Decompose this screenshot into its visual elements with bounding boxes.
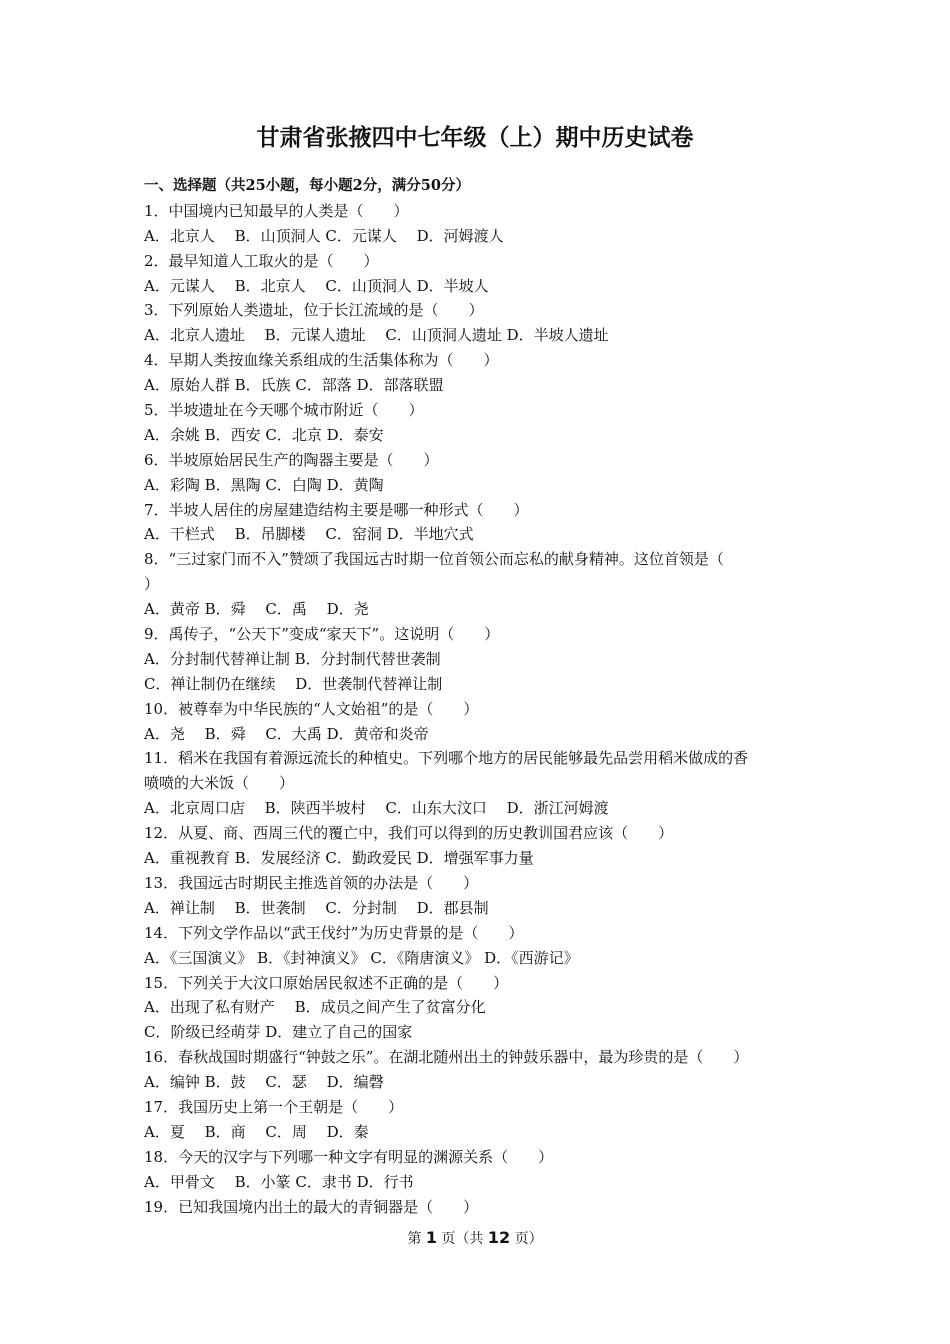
question-line: 8．“三过家门而不入”赞颂了我国远古时期一位首领公而忘私的献身精神。这位首领是（ [144, 550, 724, 569]
option-line: C．禅让制仍在继续 D．世袭制代替禅让制 [144, 674, 443, 693]
option-line: A．彩陶 B．黑陶 C．白陶 D．黄陶 [144, 475, 384, 494]
question-line: 9．禹传子，“公天下”变成“家天下”。这说明（ ） [144, 625, 500, 644]
option-line: A．尧 B．舜 C．大禹 D．黄帝和炎帝 [144, 724, 429, 743]
question-line: 13．我国远古时期民主推选首领的办法是（ ） [144, 873, 479, 892]
question-line-continued: 喷喷的大米饭（ ） [144, 774, 295, 793]
question-line: 14．下列文学作品以“武王伐纣”为历史背景的是（ ） [144, 923, 524, 942]
question-line: 11．稻米在我国有着源远流长的种植史。下列哪个地方的居民能够最先品尝用稻米做成的香 [144, 749, 749, 768]
option-line: A．出现了私有财产 B．成员之间产生了贫富分化 [144, 998, 486, 1017]
footer-middle: 页（共 [436, 1231, 488, 1247]
question-line: 4．早期人类按血缘关系组成的生活集体称为（ ） [144, 351, 499, 370]
option-line: C．阶级已经萌芽 D．建立了自己的国家 [144, 1023, 413, 1042]
option-line: A．分封制代替禅让制 B．分封制代替世袭制 [144, 649, 441, 668]
question-line: 16．春秋战国时期盛行“钟鼓之乐”。在湖北随州出土的钟鼓乐器中，最为珍贵的是（ ） [144, 1048, 749, 1067]
question-line: 7．半坡人居住的房屋建造结构主要是哪一种形式（ ） [144, 500, 529, 519]
exam-title: 甘肃省张掖四中七年级（上）期中历史试卷 [256, 124, 694, 151]
option-line: A．《三国演义》 B．《封神演义》 C．《隋唐演义》 D．《西游记》 [144, 948, 579, 967]
question-line: 15．下列关于大汶口原始居民叙述不正确的是（ ） [144, 973, 509, 992]
question-line: 18．今天的汉字与下列哪一种文字有明显的渊源关系（ ） [144, 1147, 554, 1166]
question-line: 19．已知我国境内出土的最大的青铜器是（ ） [144, 1197, 479, 1216]
current-page-number: 1 [425, 1228, 437, 1247]
question-line-continued: ） [144, 575, 160, 594]
option-line: A．干栏式 B．吊脚楼 C．窑洞 D．半地穴式 [144, 525, 474, 544]
question-line: 6．半坡原始居民生产的陶器主要是（ ） [144, 450, 439, 469]
option-line: A．元谋人 B．北京人 C．山顶洞人 D．半坡人 [144, 276, 489, 295]
option-line: A．甲骨文 B．小篆 C．隶书 D．行书 [144, 1172, 414, 1191]
footer-prefix: 第 [407, 1231, 426, 1247]
question-list [144, 174, 812, 1219]
question-line: 5．半坡遗址在今天哪个城市附近（ ） [144, 401, 424, 420]
question-line: 2．最早知道人工取火的是（ ） [144, 251, 379, 270]
page-footer [0, 1226, 950, 1251]
option-line: A．北京人遗址 B．元谋人遗址 C．山顶洞人遗址 D．半坡人遗址 [144, 326, 609, 345]
footer-suffix: 页） [510, 1231, 543, 1247]
option-line: A．北京人 B．山顶洞人 C．元谋人 D．河姆渡人 [144, 226, 504, 245]
option-line: A．重视教育 B．发展经济 C．勤政爱民 D．增强军事力量 [144, 849, 534, 868]
total-page-count: 12 [487, 1228, 511, 1247]
question-line: 17．我国历史上第一个王朝是（ ） [144, 1097, 404, 1116]
question-line: 10．被尊奉为中华民族的“人文始祖”的是（ ） [144, 699, 479, 718]
option-line: A．黄帝 B．舜 C．禹 D．尧 [144, 600, 369, 619]
option-line: A．余姚 B．西安 C．北京 D．泰安 [144, 425, 384, 444]
option-line: A．禅让制 B．世袭制 C．分封制 D．郡县制 [144, 898, 489, 917]
question-line: 3．下列原始人类遗址，位于长江流域的是（ ） [144, 301, 484, 320]
option-line: A．编钟 B．鼓 C．瑟 D．编磬 [144, 1073, 384, 1092]
option-line: A．原始人群 B．氏族 C．部落 D．部落联盟 [144, 376, 444, 395]
question-line: 1．中国境内已知最早的人类是（ ） [144, 201, 409, 220]
section-heading: 一、选择题（共25小题，每小题2分，满分50分） [144, 177, 470, 194]
option-line: A．北京周口店 B．陕西半坡村 C．山东大汶口 D．浙江河姆渡 [144, 799, 609, 818]
question-line: 12．从夏、商、西周三代的覆亡中，我们可以得到的历史教训国君应该（ ） [144, 824, 674, 843]
option-line: A．夏 B．商 C．周 D．秦 [144, 1122, 369, 1141]
